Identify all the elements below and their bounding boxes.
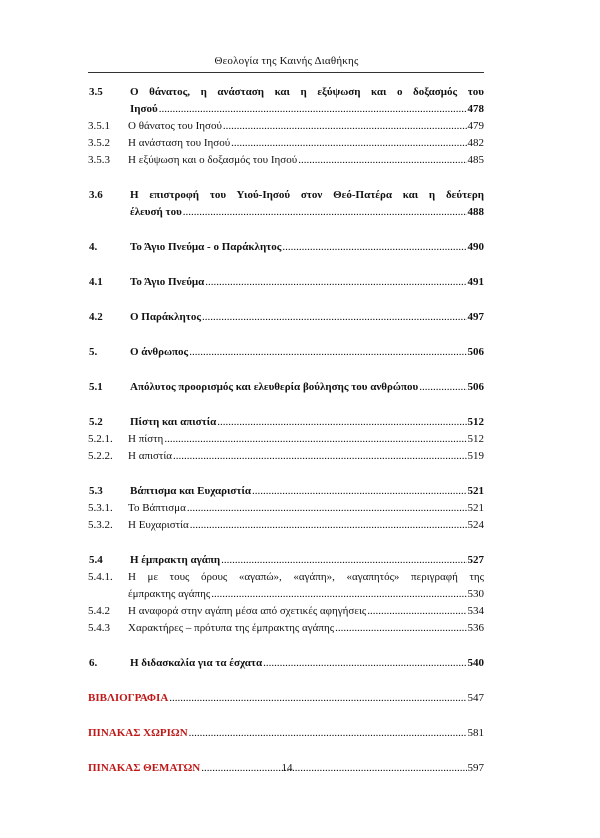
toc-entry-title: Βάπτισμα και Ευχαριστία <box>130 485 252 497</box>
toc-entry-title: Ο θάνατος του Ιησού <box>128 120 222 132</box>
dot-leader <box>189 344 466 361</box>
toc-entry-title-line: Ο θάνατος, η ανάσταση και η εξύψωση και ο δοξασμός του <box>130 86 484 98</box>
toc-entry-title: Το Άγιο Πνεύμα - ο Παράκλητος <box>130 241 282 253</box>
toc-entry-title: Η διδασκαλία για τα έσχατα <box>130 657 263 669</box>
toc-entry-number: 5.3.2. <box>88 519 113 531</box>
toc-entry-title: Η ανάσταση του Ιησού <box>128 137 231 149</box>
toc-entry-title: Απόλυτος προορισμός και ελευθερία βούλησης του ανθρώπου <box>130 381 419 393</box>
toc-entry[interactable] <box>88 500 484 517</box>
toc-entry[interactable] <box>88 135 484 152</box>
toc-entry[interactable] <box>88 620 484 637</box>
toc-entry[interactable] <box>88 448 484 465</box>
toc-entry-title: ΠΙΝΑΚΑΣ ΧΩΡΙΩΝ <box>88 727 188 739</box>
dot-leader <box>183 204 467 221</box>
toc-entry-title: Χαρακτήρες – πρότυπα της έμπρακτης αγάπης <box>128 622 335 634</box>
toc-entry-page: 491 <box>467 276 484 288</box>
toc-entry-page: 581 <box>467 727 484 739</box>
toc-entry[interactable] <box>88 309 484 326</box>
toc-entry[interactable] <box>88 274 484 291</box>
toc-entry-title: Η πίστη <box>128 433 164 445</box>
toc-entry-page: 506 <box>467 346 484 358</box>
toc-entry-page: 524 <box>467 519 484 531</box>
dot-leader <box>211 586 466 603</box>
toc-entry-title: Πίστη και απιστία <box>130 416 217 428</box>
toc-entry[interactable] <box>88 152 484 169</box>
dot-leader <box>187 500 467 517</box>
toc-entry-number: 4.2 <box>89 311 103 323</box>
toc-entry-title: Ο Παράκλητος <box>130 311 201 323</box>
toc-entry[interactable] <box>88 239 484 256</box>
toc-entry-number: 5.1 <box>89 381 103 393</box>
dot-leader <box>335 620 466 637</box>
toc-entry[interactable] <box>88 379 484 396</box>
toc-entry-number: 3.6 <box>89 189 103 201</box>
dot-leader <box>419 379 466 396</box>
toc-entry-page: 519 <box>467 450 484 462</box>
toc-entry-number: 5.2.2. <box>88 450 113 462</box>
toc-entry-number: 5.3 <box>89 485 103 497</box>
toc-entry-page: 521 <box>467 485 484 497</box>
toc-entry-page: 527 <box>467 554 484 566</box>
toc-entry-title-line: Η με τους όρους «αγαπώ», «αγάπη», «αγαπητός» περιγραφή της <box>128 571 484 583</box>
toc-entry-number: 5.2.1. <box>88 433 113 445</box>
toc-entry-page: 521 <box>467 502 484 514</box>
toc-entry[interactable] <box>88 118 484 135</box>
dot-leader <box>252 483 466 500</box>
toc-entry-number: 5.3.1. <box>88 502 113 514</box>
toc-entry-title: Ο άνθρωπος <box>130 346 189 358</box>
toc-entry-page: 506 <box>467 381 484 393</box>
toc-entry-page: 482 <box>467 137 484 149</box>
toc-entry[interactable] <box>88 655 484 672</box>
dot-leader <box>282 239 466 256</box>
toc-entry-page: 536 <box>467 622 484 634</box>
toc-entry-title: ΠΙΝΑΚΑΣ ΘΕΜΑΤΩΝ <box>88 762 201 774</box>
toc-entry-number: 3.5.1 <box>88 120 110 132</box>
toc-entry-number: 3.5 <box>89 86 103 98</box>
toc-entry-title: Η εξύψωση και ο δοξασμός του Ιησού <box>128 154 298 166</box>
toc-entry-title: έμπρακτης αγάπης <box>128 588 211 600</box>
dot-leader <box>173 448 466 465</box>
toc-entry-title: Το Βάπτισμα <box>128 502 186 514</box>
toc-entry-title: έλευσή του <box>130 206 182 218</box>
dot-leader <box>202 309 467 326</box>
toc-entry-number: 6. <box>89 657 98 669</box>
header-rule <box>88 72 484 73</box>
toc-entry-places-index[interactable] <box>88 725 484 742</box>
dot-leader <box>223 118 467 135</box>
toc-entry-title: Η Ευχαριστία <box>128 519 189 531</box>
toc-entry-number: 5.4 <box>89 554 103 566</box>
toc-entry[interactable] <box>88 552 484 569</box>
toc-entry[interactable] <box>88 603 484 620</box>
toc-entry-title: Η έμπρακτη αγάπη <box>130 554 221 566</box>
toc-entry-page: 479 <box>467 120 484 132</box>
toc-entry-title: Η αναφορά στην αγάπη μέσα από σχετικές αφηγήσεις <box>128 605 367 617</box>
running-header: Θεολογία της Καινής Διαθήκης <box>214 55 359 67</box>
toc-entry[interactable] <box>88 344 484 361</box>
toc-entry[interactable] <box>88 187 484 221</box>
toc-entry-number: 5.4.2 <box>88 605 110 617</box>
toc-entry-page: 485 <box>467 154 484 166</box>
toc-entry[interactable] <box>88 84 484 118</box>
toc-entry-page: 478 <box>467 103 484 115</box>
dot-leader <box>190 517 467 534</box>
dot-leader <box>221 552 466 569</box>
toc-entry-bibliography[interactable] <box>88 690 484 707</box>
table-of-contents <box>88 84 484 777</box>
page-number: 14 <box>281 762 293 774</box>
toc-entry-number: 4.1 <box>89 276 103 288</box>
toc-entry-title-line: Η επιστροφή του Υιού-Ιησού στον Θεό-Πατέρα και η δεύτερη <box>130 189 484 201</box>
toc-entry-number: 5.4.1. <box>88 571 113 583</box>
toc-entry-number: 5. <box>89 346 98 358</box>
dot-leader <box>164 431 466 448</box>
toc-entry[interactable] <box>88 569 484 603</box>
toc-entry-page: 540 <box>467 657 484 669</box>
toc-entry-number: 5.4.3 <box>88 622 110 634</box>
toc-entry-page: 534 <box>467 605 484 617</box>
toc-entry-number: 3.5.3 <box>88 154 110 166</box>
toc-entry-page: 490 <box>467 241 484 253</box>
dot-leader <box>231 135 466 152</box>
toc-entry-page: 547 <box>467 692 484 704</box>
dot-leader <box>205 274 466 291</box>
toc-entry-page: 512 <box>467 433 484 445</box>
dot-leader <box>217 414 466 431</box>
toc-entry-title: ΒΙΒΛΙΟΓΡΑΦΙΑ <box>88 692 169 704</box>
dot-leader <box>298 152 466 169</box>
toc-entry[interactable] <box>88 483 484 500</box>
toc-entry-title: Ιησού <box>130 103 158 115</box>
toc-entry-page: 497 <box>467 311 484 323</box>
toc-entry-title: Η απιστία <box>128 450 173 462</box>
toc-entry[interactable] <box>88 517 484 534</box>
dot-leader <box>263 655 466 672</box>
toc-entry-page: 512 <box>467 416 484 428</box>
toc-entry-page: 488 <box>467 206 484 218</box>
toc-entry[interactable] <box>88 414 484 431</box>
dot-leader <box>189 725 467 742</box>
dot-leader <box>169 690 466 707</box>
dot-leader <box>367 603 466 620</box>
toc-entry-title: Το Άγιο Πνεύμα <box>130 276 205 288</box>
toc-entry-number: 3.5.2 <box>88 137 110 149</box>
toc-entry-number: 5.2 <box>89 416 103 428</box>
toc-entry-page: 597 <box>467 762 484 774</box>
toc-entry-number: 4. <box>89 241 98 253</box>
toc-entry-page: 530 <box>467 588 484 600</box>
toc-entry[interactable] <box>88 431 484 448</box>
dot-leader <box>159 101 467 118</box>
